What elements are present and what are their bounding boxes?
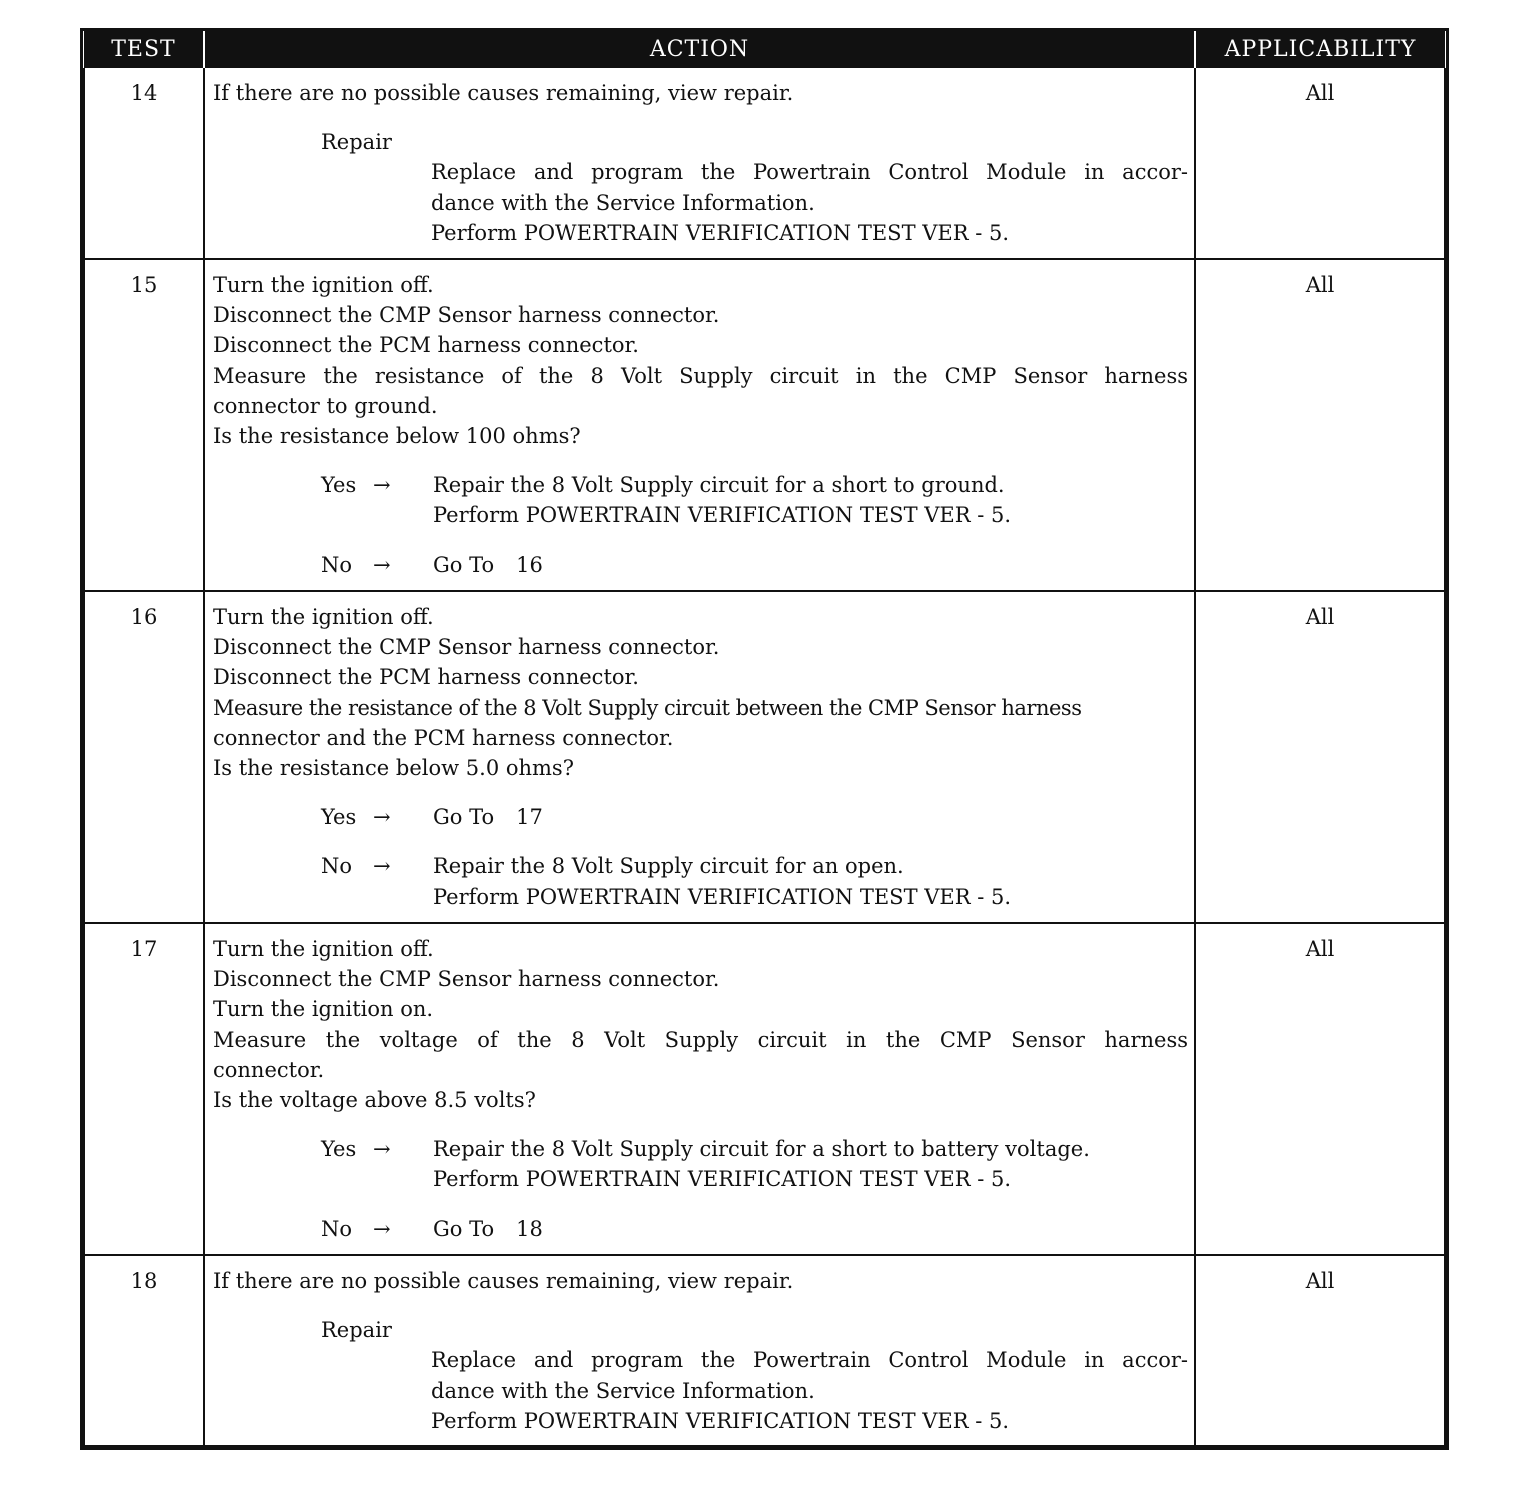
- action-line: Disconnect the CMP Sensor harness connector.: [213, 303, 720, 328]
- answer-label: Yes: [321, 805, 357, 830]
- action-line: connector.: [213, 1057, 325, 1082]
- goto-label: Go To: [433, 1216, 495, 1241]
- repair-text: Replace and program the Powertrain Control Module in accor-: [431, 1348, 1188, 1373]
- test-number: 18: [84, 1255, 204, 1446]
- action-cell: [204, 591, 1195, 923]
- action-line: Disconnect the PCM harness connector.: [213, 665, 639, 690]
- action-cell: [204, 259, 1195, 591]
- repair-text: Replace and program the Powertrain Control Module in accor-: [431, 160, 1188, 185]
- answer-label: Yes: [321, 473, 357, 498]
- action-line: Is the resistance below 100 ohms?: [213, 424, 581, 449]
- applicability-cell: All: [1195, 923, 1445, 1255]
- arrow-icon: →: [373, 854, 391, 879]
- test-number: 15: [84, 259, 204, 591]
- applicability-cell: All: [1195, 259, 1445, 591]
- applicability-cell: All: [1195, 68, 1445, 259]
- table-row: [84, 1255, 1445, 1446]
- action-line: Measure the resistance of the 8 Volt Supply circuit in the CMP Sensor harness: [213, 363, 1188, 388]
- action-line: Disconnect the CMP Sensor harness connector.: [213, 967, 720, 992]
- outcome-yes: [321, 802, 1188, 832]
- action-line: Disconnect the CMP Sensor harness connector.: [213, 635, 720, 660]
- answer-label: No: [321, 1216, 353, 1241]
- test-table: [83, 31, 1446, 1447]
- test-number: 16: [84, 591, 204, 923]
- action-line: Is the voltage above 8.5 volts?: [213, 1088, 536, 1113]
- applicability-cell: All: [1195, 1255, 1445, 1446]
- action-cell: [204, 923, 1195, 1255]
- table-row: [84, 68, 1445, 259]
- action-line: Turn the ignition off.: [213, 273, 434, 297]
- goto-test-number: 16: [516, 552, 543, 577]
- repair-text: Perform POWERTRAIN VERIFICATION TEST VER - 5.: [431, 220, 1010, 245]
- action-line: connector and the PCM harness connector.: [213, 725, 674, 750]
- repair-text: Perform POWERTRAIN VERIFICATION TEST VER - 5.: [431, 1408, 1010, 1433]
- table-row: [84, 923, 1445, 1255]
- outcome-text: Repair the 8 Volt Supply circuit for a short to ground.: [433, 473, 1005, 498]
- outcome-yes: [321, 470, 1188, 530]
- table-row: [84, 591, 1445, 923]
- outcome-yes: [321, 1134, 1188, 1194]
- table-header-row: [84, 31, 1445, 68]
- arrow-icon: →: [373, 473, 391, 498]
- action-line: Turn the ignition off.: [213, 937, 434, 961]
- outcome-text: Repair the 8 Volt Supply circuit for an open.: [433, 854, 904, 879]
- action-line: Disconnect the PCM harness connector.: [213, 333, 639, 358]
- action-line: Measure the resistance of the 8 Volt Supply circuit between the CMP Sensor harness: [213, 695, 1082, 720]
- action-line: If there are no possible causes remaining, view repair.: [213, 81, 794, 105]
- diagnostic-test-table: [80, 28, 1449, 1450]
- outcome-text: Repair the 8 Volt Supply circuit for a short to battery voltage.: [433, 1137, 1090, 1162]
- goto-label: Go To: [433, 552, 495, 577]
- outcome-no: [321, 851, 1188, 911]
- arrow-icon: →: [373, 1137, 391, 1162]
- action-line: connector to ground.: [213, 393, 438, 418]
- action-line: Is the resistance below 5.0 ohms?: [213, 756, 574, 781]
- goto-test-number: 18: [516, 1216, 543, 1241]
- header-test: TEST: [84, 31, 204, 68]
- repair-label: Repair: [321, 130, 392, 155]
- goto-test-number: 17: [516, 805, 543, 830]
- outcome-text: Perform POWERTRAIN VERIFICATION TEST VER - 5.: [433, 503, 1012, 528]
- repair-label: Repair: [321, 1318, 392, 1343]
- outcome-no: [321, 550, 1188, 580]
- header-action: ACTION: [204, 31, 1195, 68]
- test-number: 14: [84, 68, 204, 259]
- arrow-icon: →: [373, 552, 391, 577]
- answer-label: No: [321, 552, 353, 577]
- action-line: Measure the voltage of the 8 Volt Supply circuit in the CMP Sensor harness: [213, 1027, 1188, 1052]
- header-applicability: APPLICABILITY: [1195, 31, 1445, 68]
- action-line: Turn the ignition off.: [213, 605, 434, 629]
- goto-label: Go To: [433, 805, 495, 830]
- repair-text: dance with the Service Information.: [431, 190, 815, 215]
- arrow-icon: →: [373, 805, 391, 830]
- table-row: [84, 259, 1445, 591]
- answer-label: No: [321, 854, 353, 879]
- outcome-no: [321, 1214, 1188, 1244]
- applicability-cell: All: [1195, 591, 1445, 923]
- answer-label: Yes: [321, 1137, 357, 1162]
- action-cell: [204, 1255, 1195, 1446]
- outcome-text: Perform POWERTRAIN VERIFICATION TEST VER - 5.: [433, 1167, 1012, 1192]
- action-line: If there are no possible causes remaining, view repair.: [213, 1269, 794, 1293]
- action-cell: [204, 68, 1195, 259]
- repair-text: dance with the Service Information.: [431, 1378, 815, 1403]
- action-line: Turn the ignition on.: [213, 997, 434, 1022]
- outcome-text: Perform POWERTRAIN VERIFICATION TEST VER - 5.: [433, 884, 1012, 909]
- test-number: 17: [84, 923, 204, 1255]
- arrow-icon: →: [373, 1216, 391, 1241]
